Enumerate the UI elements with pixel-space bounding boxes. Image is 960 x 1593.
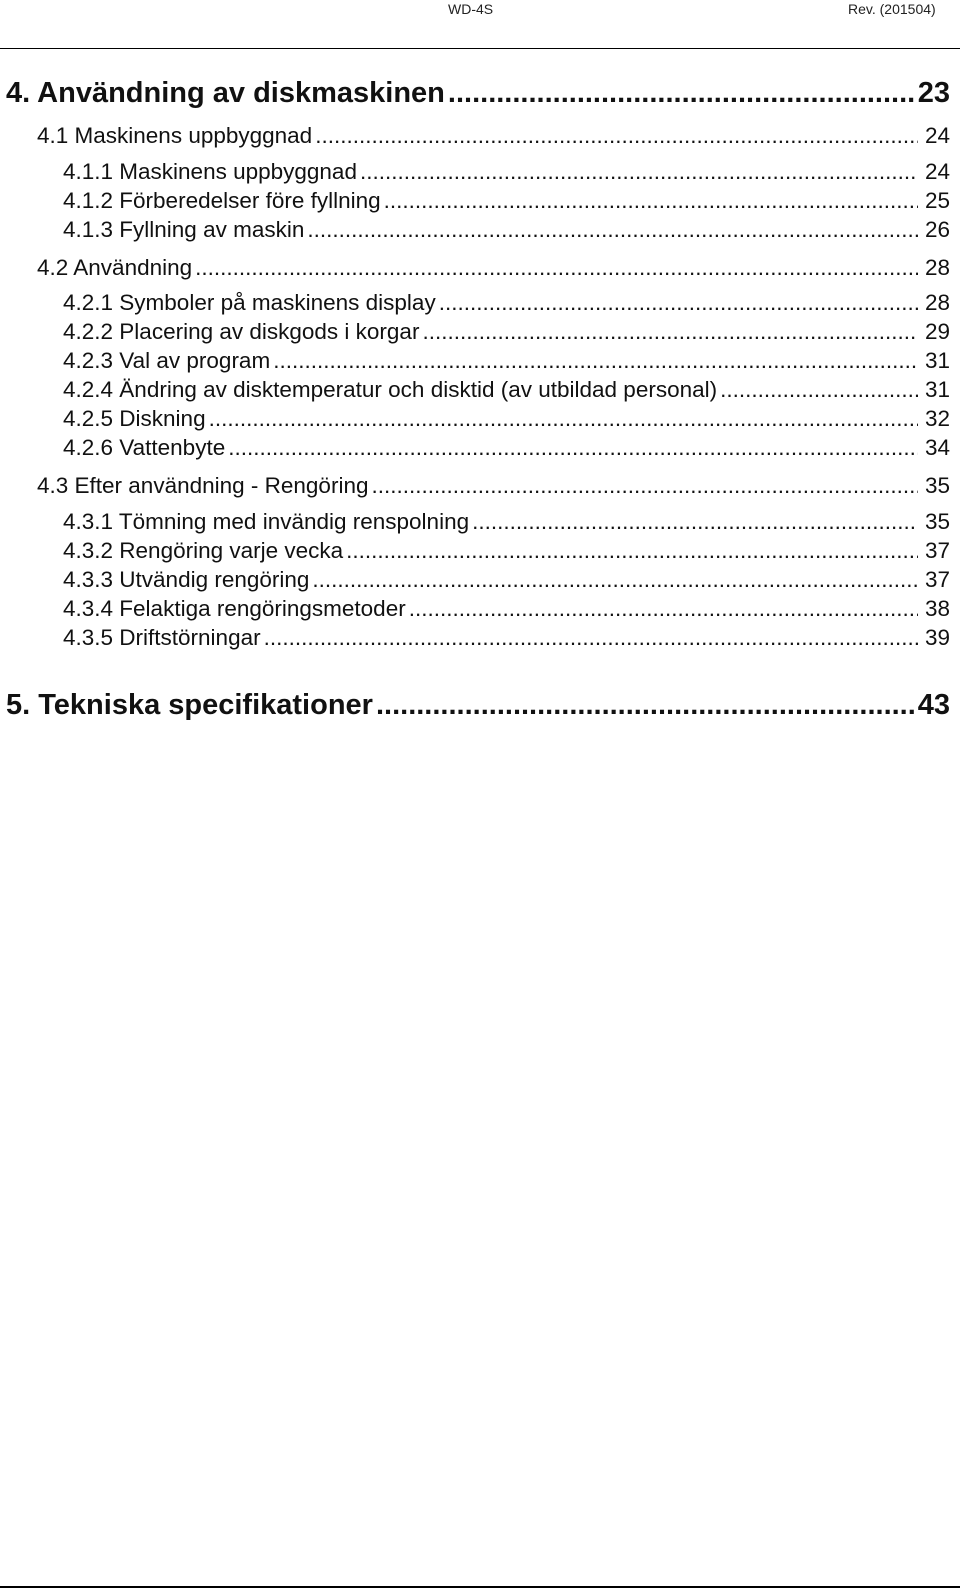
toc-entry-4-3[interactable] (37, 473, 950, 499)
dot-leader (448, 77, 914, 110)
toc-entry-chapter-4[interactable] (6, 77, 950, 110)
toc-entry-page: 35 (924, 509, 950, 534)
toc-entry-4-2-6[interactable] (63, 435, 950, 461)
toc-entry-4-2-2[interactable] (63, 319, 950, 345)
toc-entry-title: 4. Användning av diskmaskinen (6, 77, 445, 109)
dot-leader (376, 689, 914, 722)
toc-entry-page: 39 (924, 625, 950, 650)
toc-entry-page: 28 (924, 255, 950, 280)
toc-entry-title: 5. Tekniska specifikationer (6, 689, 373, 721)
dot-leader (228, 435, 918, 461)
toc-entry-page: 37 (924, 538, 950, 563)
toc-entry-page: 38 (924, 596, 950, 621)
toc-entry-4-3-2[interactable] (63, 538, 950, 564)
dot-leader (273, 348, 918, 374)
dot-leader (360, 159, 918, 185)
dot-leader (312, 567, 918, 593)
toc-entry-title: 4.1 Maskinens uppbyggnad (37, 123, 313, 148)
toc-entry-chapter-5[interactable] (6, 689, 950, 722)
toc-entry-4-2-5[interactable] (63, 406, 950, 432)
toc-entry-title: 4.3.2 Rengöring varje vecka (63, 538, 344, 563)
footer-divider (0, 1586, 960, 1588)
toc-entry-page: 28 (924, 290, 950, 315)
header-document-id: WD-4S (448, 1, 494, 17)
toc-entry-4-3-3[interactable] (63, 567, 950, 593)
toc-entry-title: 4.3.1 Tömning med invändig renspolning (63, 509, 470, 534)
toc-entry-page: 31 (924, 377, 950, 402)
toc-entry-title: 4.2.2 Placering av diskgods i korgar (63, 319, 420, 344)
toc-entry-4-2-3[interactable] (63, 348, 950, 374)
toc-entry-page: 43 (917, 689, 950, 721)
toc-entry-title: 4.1.3 Fyllning av maskin (63, 217, 305, 242)
toc-entry-title: 4.3.5 Driftstörningar (63, 625, 261, 650)
toc-entry-page: 25 (924, 188, 950, 213)
toc-entry-title: 4.1.1 Maskinens uppbyggnad (63, 159, 357, 184)
toc-entry-4-1[interactable] (37, 123, 950, 149)
toc-entry-page: 24 (924, 123, 950, 148)
dot-leader (209, 406, 918, 432)
dot-leader (315, 123, 918, 149)
toc-entry-page: 24 (924, 159, 950, 184)
dot-leader (371, 473, 918, 499)
toc-entry-4-2[interactable] (37, 255, 950, 281)
toc-entry-title: 4.3 Efter användning - Rengöring (37, 473, 369, 498)
toc-entry-4-3-4[interactable] (63, 596, 950, 622)
dot-leader (346, 538, 918, 564)
toc-entry-title: 4.2.5 Diskning (63, 406, 206, 431)
toc-entry-4-3-1[interactable] (63, 509, 950, 535)
toc-entry-title: 4.1.2 Förberedelser före fyllning (63, 188, 381, 213)
toc-entry-page: 29 (924, 319, 950, 344)
toc-entry-title: 4.2.6 Vattenbyte (63, 435, 226, 460)
toc-entry-title: 4.2 Användning (37, 255, 193, 280)
toc-entry-4-1-3[interactable] (63, 217, 950, 243)
toc-entry-4-2-4[interactable] (63, 377, 950, 403)
toc-entry-4-1-2[interactable] (63, 188, 950, 214)
dot-leader (384, 188, 918, 214)
toc-entry-title: 4.2.4 Ändring av disktemperatur och disktid (av utbildad personal) (63, 377, 718, 402)
toc-entry-page: 35 (924, 473, 950, 498)
dot-leader (307, 217, 918, 243)
toc-entry-title: 4.3.4 Felaktiga rengöringsmetoder (63, 596, 406, 621)
dot-leader (409, 596, 918, 622)
dot-leader (195, 255, 918, 281)
toc-entry-4-2-1[interactable] (63, 290, 950, 316)
toc-entry-page: 32 (924, 406, 950, 431)
toc-entry-page: 26 (924, 217, 950, 242)
toc-entry-4-1-1[interactable] (63, 159, 950, 185)
dot-leader (472, 509, 918, 535)
table-of-contents (0, 0, 960, 760)
toc-entry-page: 31 (924, 348, 950, 373)
toc-entry-title: 4.2.1 Symboler på maskinens display (63, 290, 436, 315)
dot-leader (439, 290, 918, 316)
dot-leader (422, 319, 918, 345)
dot-leader (264, 625, 918, 651)
toc-entry-page: 37 (924, 567, 950, 592)
header-revision: Rev. (201504) (848, 1, 936, 17)
toc-entry-title: 4.3.3 Utvändig rengöring (63, 567, 310, 592)
toc-entry-page: 34 (924, 435, 950, 460)
toc-entry-page: 23 (917, 77, 950, 109)
dot-leader (720, 377, 918, 403)
toc-entry-title: 4.2.3 Val av program (63, 348, 271, 373)
toc-entry-4-3-5[interactable] (63, 625, 950, 651)
